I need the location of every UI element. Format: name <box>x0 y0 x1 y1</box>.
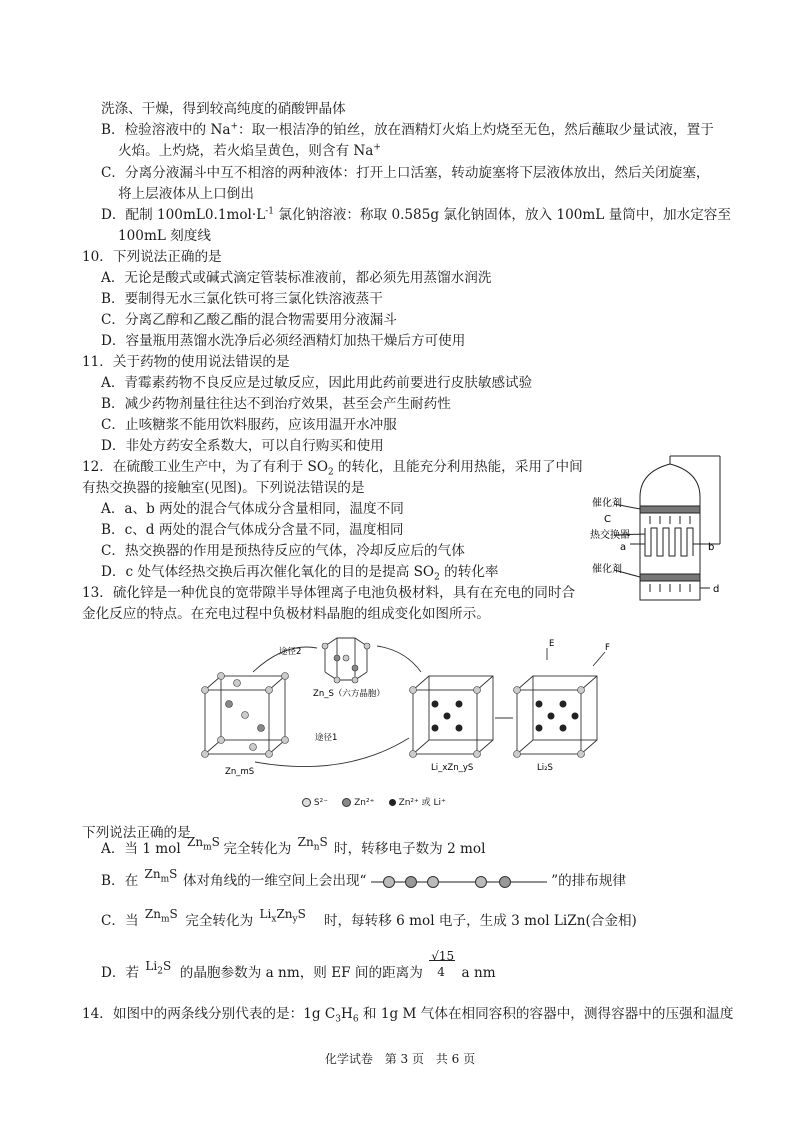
legend-znli-swatch <box>389 799 396 806</box>
formula-znms: $Zn_mS$ <box>187 834 220 852</box>
label-c: C <box>604 514 611 525</box>
q10-option-d: D．容量瓶用蒸馏水洗净后必须经酒精灯加热干燥后方可使用 <box>101 333 466 349</box>
label-path2: 途径2 <box>279 647 302 657</box>
q10-stem: 10．下列说法正确的是 <box>82 249 222 265</box>
formula-znms-c: $Zn_mS$ <box>144 906 178 924</box>
label-znms: Zn_mS <box>225 767 255 777</box>
q11-option-d: D．非处方药安全系数大，可以自行购买和使用 <box>101 438 384 454</box>
label-path1: 途径1 <box>315 733 338 743</box>
q9-option-b-continuation: 火焰。上灼烧，若火焰呈黄色，则含有 Na+ <box>118 142 381 159</box>
q9-a-continuation: 洗涤、干燥，得到较高纯度的硝酸钾晶体 <box>101 101 346 117</box>
formula-li2s: $Li_2S$ <box>145 958 172 976</box>
q13-option-b: B．在 $Zn_mS$ 体对角线的一维空间上会出现“ ”的排布规律 <box>101 866 626 896</box>
legend-s-swatch <box>302 798 311 807</box>
q10-option-c: C．分离乙醇和乙酸乙酯的混合物需要用分液漏斗 <box>101 312 397 328</box>
q13-option-a: A．当 1 mol $Zn_mS$ 完全转化为 $Zn_nS$ 时，转移电子数为 2 mol <box>101 834 485 864</box>
footer-subject: 化学试卷 <box>324 1052 373 1066</box>
q9-option-d: D．配制 $100mL0.1mol\cdot L^{-1}$ 氯化钠溶液：称取 0.585g 氯化钠固体，放入 100mL 量筒中，加水定容至 <box>101 206 731 223</box>
page-footer <box>0 1050 800 1067</box>
label-catalyst-bottom: 催化剂 <box>592 564 622 575</box>
legend-zn-swatch <box>342 798 351 807</box>
fraction-numerator: √15 <box>431 948 455 963</box>
q13-stem-line1: 13．硫化锌是一种优良的宽带隙半导体锂离子电池负极材料，具有在充电的同时合 <box>82 585 576 601</box>
fraction-sqrt15-over-4 <box>427 948 457 989</box>
q12-option-c: C．热交换器的作用是预热待反应的气体，冷却反应后的气体 <box>101 543 465 559</box>
q11-option-a: A．青霉素药物不良反应是过敏反应，因此用此药前要进行皮肤敏感试验 <box>101 375 533 391</box>
label-lixznys: Li_xZn_yS <box>431 763 474 773</box>
q10-option-a: A．无论是酸式或碱式滴定管装标准液前，都必须先用蒸馏水润洗 <box>101 270 492 286</box>
formula-lixznys: $Li_xZn_yS$ <box>259 906 306 924</box>
atom-arrangement-icon <box>371 874 547 890</box>
q11-option-b: B．减少药物剂量往往达不到治疗效果，甚至会产生耐药性 <box>101 396 451 412</box>
q12-option-d: D．c 处气体经热交换后再次催化氧化的目的是提高 $SO_2$ 的转化率 <box>101 564 499 583</box>
label-d: d <box>713 584 720 595</box>
q13-option-d: D．若 $Li_2S$ 的晶胞参数为 a nm，则 EF 间的距离为 √15 4 a nm <box>101 958 496 988</box>
formula-znms-b: $Zn_mS$ <box>144 866 178 884</box>
q13-option-c: C．当 $Zn_mS$ 完全转化为 $Li_xZn_yS$ 时，每转移 6 mol 电子，生成 3 mol LiZn(合金相) <box>101 906 637 936</box>
q13-intro: 下列说法正确的是 <box>82 825 191 841</box>
crystal-legend <box>302 795 446 808</box>
label-li2s: Li₂S <box>537 763 553 773</box>
footer-page-number: 第 3 页 <box>384 1052 424 1066</box>
footer-total-pages: 共 6 页 <box>435 1052 476 1066</box>
label-f: F <box>605 643 610 653</box>
q9-option-c: C．分离分液漏斗中互不相溶的两种液体：打开上口活塞，转动旋塞将下层液体放出，然后关闭旋塞， <box>101 165 710 181</box>
q12-option-a: A．a、b 两处的混合气体成分含量相同，温度不同 <box>101 501 404 517</box>
q12-stem-line2: 有热交换器的接触室(见图)。下列说法错误的是 <box>82 480 365 496</box>
q12-stem-line1: 12．在硫酸工业生产中，为了有利于 $SO_2$ 的转化，且能充分利用热能，采用了中间 <box>82 459 583 478</box>
q13-stem-line2: 金化反应的特点。在充电过程中负极材料晶胞的组成变化如图所示。 <box>82 606 490 622</box>
label-a: a <box>620 542 627 553</box>
label-catalyst-top: 催化剂 <box>592 498 622 509</box>
crystal-cell-figure <box>195 628 615 788</box>
q9-option-b: B．检验溶液中的 Na+：取一根洁净的铂丝，放在酒精灯火焰上灼烧至无色，然后蘸取少量试液，置于 <box>101 121 714 138</box>
legend-s-label: S²⁻ <box>313 798 328 808</box>
q12-option-b: B．c、d 两处的混合气体成分含量不同，温度相同 <box>101 522 404 538</box>
fraction-denominator: 4 <box>437 964 445 979</box>
label-heat-exchanger: 热交换器 <box>590 530 630 541</box>
q11-stem: 11．关于药物的使用说法错误的是 <box>82 354 290 370</box>
legend-znli-label: Zn²⁺ 或 Li⁺ <box>398 798 446 808</box>
q9-option-d-continuation: 100mL 刻度线 <box>118 228 211 244</box>
label-b: b <box>708 542 715 553</box>
q9-option-c-continuation: 将上层液体从上口倒出 <box>118 186 254 202</box>
label-e: E <box>549 639 555 649</box>
formula-znns: $Zn_nS$ <box>297 834 328 852</box>
contact-chamber-figure <box>590 452 740 612</box>
q10-option-b: B．要制得无水三氯化铁可将三氯化铁溶液蒸干 <box>101 291 383 307</box>
q14-stem: 14．如图中的两条线分别代表的是：1g $C_3H_6$ 和 1g M 气体在相同容积的容器中，测得容器中的压强和温度 <box>82 1006 734 1025</box>
q11-option-c: C．止咳糖浆不能用饮料服药，应该用温开水冲服 <box>101 417 397 433</box>
legend-zn-label: Zn²⁺ <box>354 798 375 808</box>
label-hexagonal-cell: Zn_S（六方晶胞） <box>313 689 385 699</box>
